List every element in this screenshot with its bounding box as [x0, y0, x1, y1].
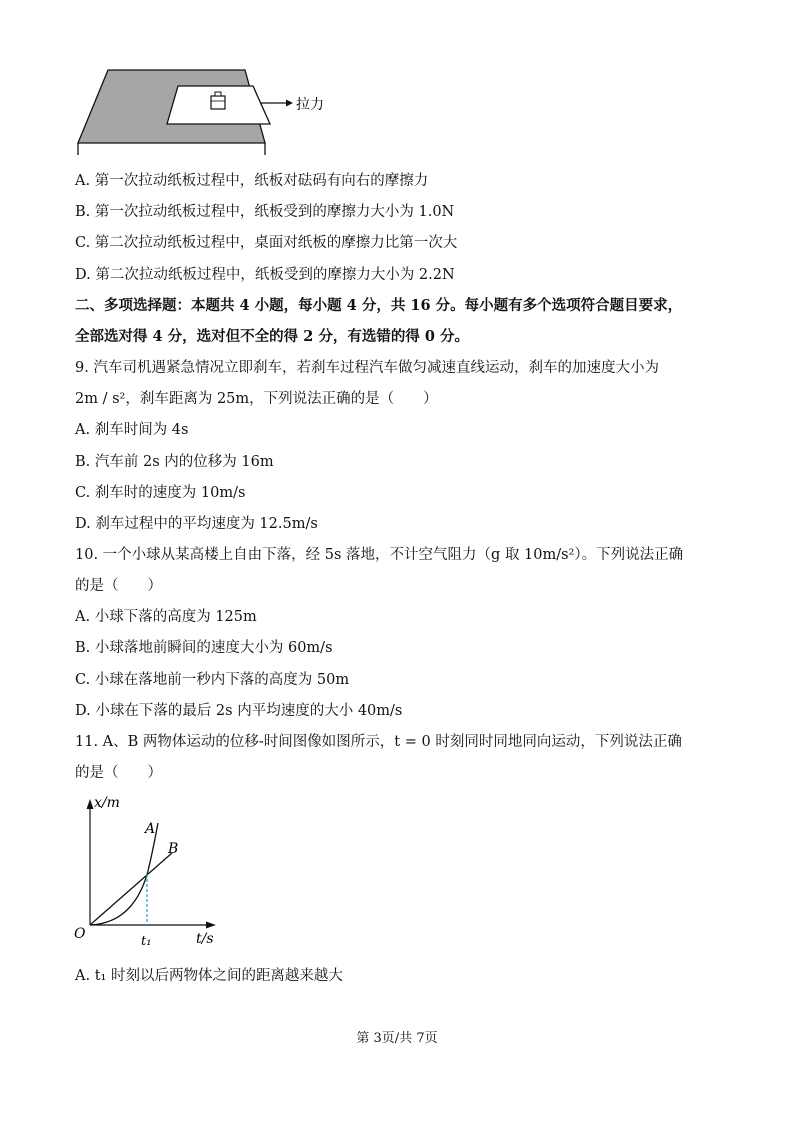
q11-option-a: A. t₁ 时刻以后两物体之间的距离越来越大	[75, 968, 343, 984]
q8-option-d: D. 第二次拉动纸板过程中，纸板受到的摩擦力大小为 2.2N	[75, 267, 455, 283]
origin-label: O	[74, 926, 86, 942]
q10-option-c: C. 小球在落地前一秒内下落的高度为 50m	[75, 672, 350, 688]
q10-option-b: B. 小球落地前瞬间的速度大小为 60m/s	[75, 640, 333, 656]
q9-stem-line2: 2m / s²，刹车距离为 25m，下列说法正确的是（ ）	[75, 391, 438, 407]
q9-option-b: B. 汽车前 2s 内的位移为 16m	[75, 454, 274, 470]
q9-option-d: D. 刹车过程中的平均速度为 12.5m/s	[75, 516, 318, 532]
y-axis-label: x/m	[94, 795, 120, 811]
x-axis-label: t/s	[196, 931, 214, 947]
q10-stem-line2: 的是（ ）	[75, 578, 162, 594]
q8-option-c: C. 第二次拉动纸板过程中，桌面对纸板的摩擦力比第一次大	[75, 235, 458, 251]
curve-a-label: A	[145, 821, 156, 837]
xt-graph	[70, 795, 230, 955]
q10-option-d: D. 小球在下落的最后 2s 内平均速度的大小 40m/s	[75, 703, 403, 719]
force-label: 拉力	[296, 97, 324, 113]
section2-heading-line2: 全部选对得 4 分，选对但不全的得 2 分，有选错的得 0 分。	[75, 328, 470, 345]
line-b	[90, 853, 172, 925]
q9-option-c: C. 刹车时的速度为 10m/s	[75, 485, 246, 501]
q11-stem-line2: 的是（ ）	[75, 765, 162, 781]
q9-option-a: A. 刹车时间为 4s	[75, 422, 189, 438]
table-board-figure	[70, 65, 350, 155]
page-footer: 第 3页/共 7页	[356, 1031, 438, 1046]
q9-stem-line1: 9. 汽车司机遇紧急情况立即刹车，若刹车过程汽车做匀减速直线运动，刹车的加速度大小为	[75, 360, 659, 376]
q10-option-a: A. 小球下落的高度为 125m	[75, 609, 257, 625]
t1-label: t₁	[141, 934, 152, 949]
q10-stem-line1: 10. 一个小球从某高楼上自由下落，经 5s 落地，不计空气阻力（g 取 10m/s²）。下列说法正确	[75, 547, 684, 563]
q8-option-b: B. 第一次拉动纸板过程中，纸板受到的摩擦力大小为 1.0N	[75, 204, 455, 220]
section2-heading-line1: 二、多项选择题：本题共 4 小题，每小题 4 分，共 16 分。每小题有多个选项符合题目要求，	[75, 297, 683, 314]
q11-stem-line1: 11. A、B 两物体运动的位移-时间图像如图所示，t = 0 时刻同时同地同向运动，下列说法正确	[75, 734, 682, 750]
q8-option-a: A. 第一次拉动纸板过程中，纸板对砝码有向右的摩擦力	[75, 173, 429, 189]
line-b-label: B	[168, 841, 179, 857]
